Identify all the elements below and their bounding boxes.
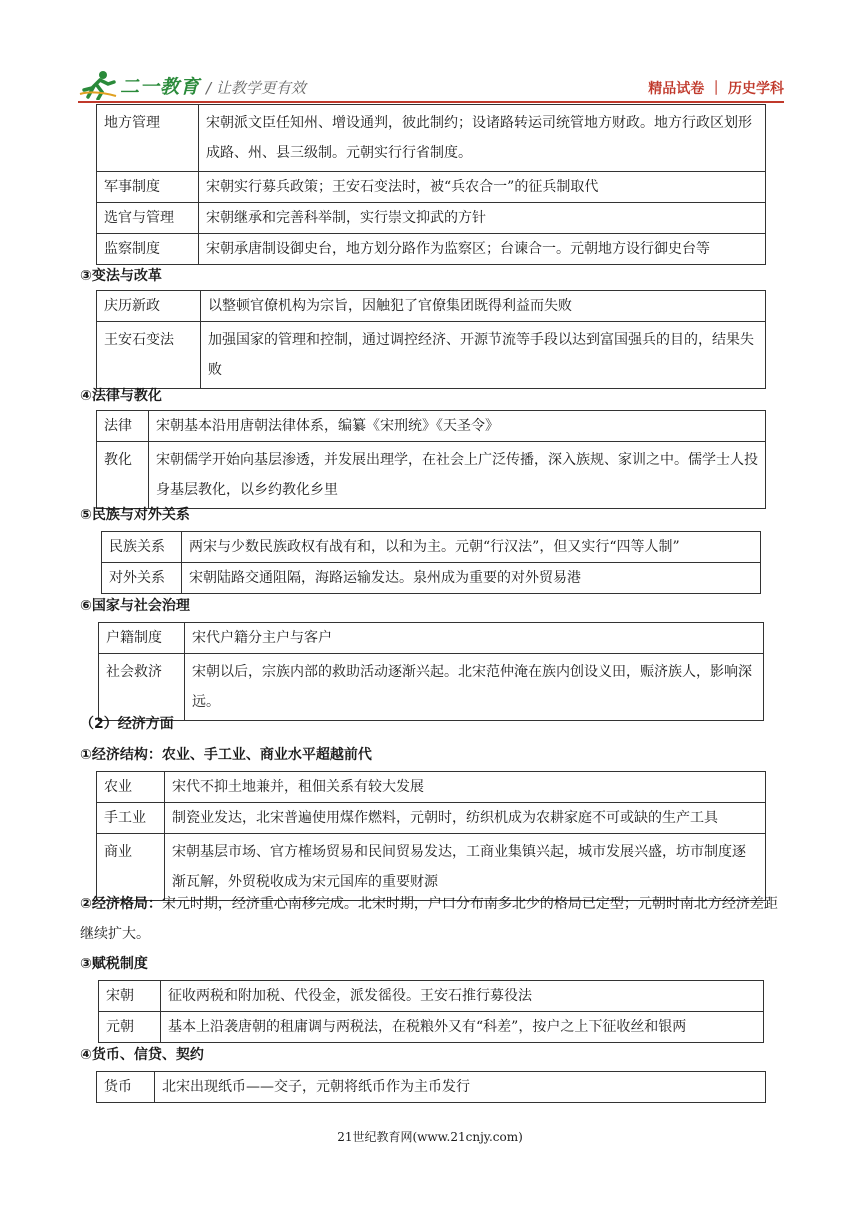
row-value: 制瓷业发达，北宋普遍使用煤作燃料，元朝时，纺织机成为农耕家庭不可或缺的生产工具 <box>165 803 766 834</box>
row-value: 两宋与少数民族政权有战有和，以和为主。元朝“行汉法”，但又实行“四等人制” <box>182 532 761 563</box>
row-key: 户籍制度 <box>99 623 185 654</box>
table-row <box>102 532 761 563</box>
row-key: 军事制度 <box>97 172 199 203</box>
row-key: 元朝 <box>99 1012 161 1043</box>
row-value: 宋朝实行募兵政策；王安石变法时，被“兵农合一”的征兵制取代 <box>199 172 766 203</box>
row-key: 王安石变法 <box>97 322 201 389</box>
row-value: 征收两税和附加税、代役金，派发徭役。王安石推行募役法 <box>161 981 764 1012</box>
logo <box>78 70 200 100</box>
header-slogan: / 让教学更有效 <box>206 79 306 97</box>
heading-ethnic-foreign: ⑤民族与对外关系 <box>80 507 190 523</box>
table-row <box>97 234 766 265</box>
paragraph-economic-pattern <box>80 889 780 949</box>
row-key: 地方管理 <box>97 105 199 172</box>
table-economic-structure <box>96 771 766 901</box>
row-value: 宋朝基本沿用唐朝法律体系，编纂《宋刑统》《天圣令》 <box>149 411 766 442</box>
row-value: 宋代不抑土地兼并，租佃关系有较大发展 <box>165 772 766 803</box>
heading-law-education: ④法律与教化 <box>80 388 162 404</box>
table-row <box>99 981 764 1012</box>
table-row <box>97 203 766 234</box>
row-key: 手工业 <box>97 803 165 834</box>
page-footer: 21世纪教育网(www.21cnjy.com) <box>337 1130 523 1144</box>
row-value: 基本上沿袭唐朝的租庸调与两税法，在税粮外又有“科差”，按户之上下征收丝和银两 <box>161 1012 764 1043</box>
header-divider <box>78 101 784 103</box>
paragraph-text: 宋元时期，经济重心南移完成。北宋时期，户口分布南多北少的格局已定型；元朝时南北方经济差距继续扩大。 <box>80 896 778 942</box>
row-key: 庆历新政 <box>97 291 201 322</box>
row-value: 以整顿官僚机构为宗旨，因触犯了官僚集团既得利益而失败 <box>201 291 766 322</box>
row-key: 商业 <box>97 834 165 901</box>
row-value: 宋代户籍分主户与客户 <box>185 623 764 654</box>
table-row <box>102 563 761 594</box>
row-key: 货币 <box>97 1072 155 1103</box>
table-row <box>97 322 766 389</box>
row-value: 宋朝儒学开始向基层渗透，并发展出理学，在社会上广泛传播，深入族规、家训之中。儒学士人投身基层教化，以乡约教化乡里 <box>149 442 766 509</box>
table-ethnic-foreign <box>101 531 761 594</box>
heading-governance: ⑥国家与社会治理 <box>80 598 190 614</box>
row-key: 民族关系 <box>102 532 182 563</box>
row-key: 宋朝 <box>99 981 161 1012</box>
table-row <box>97 442 766 509</box>
heading-currency-credit: ④货币、信贷、契约 <box>80 1047 204 1063</box>
row-value: 宋朝以后，宗族内部的救助活动逐渐兴起。北宋范仲淹在族内创设义田，赈济族人，影响深远。 <box>185 654 764 721</box>
table-row <box>97 803 766 834</box>
row-key: 社会救济 <box>99 654 185 721</box>
header-subject: 精品试卷 ｜ 历史学科 <box>648 81 784 97</box>
table-reforms <box>96 290 766 389</box>
row-value: 宋朝陆路交通阻隔，海路运输发达。泉州成为重要的对外贸易港 <box>182 563 761 594</box>
table-political-system <box>96 104 766 265</box>
table-row <box>97 172 766 203</box>
row-key: 选官与管理 <box>97 203 199 234</box>
heading-taxation: ③赋税制度 <box>80 956 148 972</box>
row-value: 宋朝继承和完善科举制，实行崇文抑武的方针 <box>199 203 766 234</box>
table-governance <box>98 622 764 721</box>
table-row <box>99 1012 764 1043</box>
table-row <box>97 291 766 322</box>
row-key: 农业 <box>97 772 165 803</box>
heading-economy: （2）经济方面 <box>80 716 174 732</box>
table-row <box>97 772 766 803</box>
table-taxation <box>98 980 764 1043</box>
row-key: 监察制度 <box>97 234 199 265</box>
row-key: 对外关系 <box>102 563 182 594</box>
row-value: 宋朝基层市场、官方榷场贸易和民间贸易发达，工商业集镇兴起，城市发展兴盛，坊市制度逐渐瓦解，外贸税收成为宋元国库的重要财源 <box>165 834 766 901</box>
table-row <box>99 654 764 721</box>
table-currency <box>96 1071 766 1103</box>
heading-economic-structure: ①经济结构：农业、手工业、商业水平超越前代 <box>80 747 372 763</box>
table-row <box>97 411 766 442</box>
running-person-icon <box>78 70 118 100</box>
row-value: 宋朝派文臣任知州、增设通判，彼此制约；设诸路转运司统管地方财政。地方行政区划形成路、州、县三级制。元朝实行行省制度。 <box>199 105 766 172</box>
table-law-education <box>96 410 766 509</box>
row-value: 宋朝承唐制设御史台，地方划分路作为监察区；台谏合一。元朝地方设行御史台等 <box>199 234 766 265</box>
row-key: 法律 <box>97 411 149 442</box>
row-value: 北宋出现纸币——交子，元朝将纸币作为主币发行 <box>155 1072 766 1103</box>
table-row <box>97 1072 766 1103</box>
paragraph-label: ②经济格局： <box>80 896 162 912</box>
heading-reform: ③变法与改革 <box>80 268 162 284</box>
table-row <box>99 623 764 654</box>
page-header <box>78 68 784 102</box>
row-value: 加强国家的管理和控制，通过调控经济、开源节流等手段以达到富国强兵的目的，结果失败 <box>201 322 766 389</box>
logo-text: 二一教育 <box>120 75 201 98</box>
table-row <box>97 105 766 172</box>
row-key: 教化 <box>97 442 149 509</box>
